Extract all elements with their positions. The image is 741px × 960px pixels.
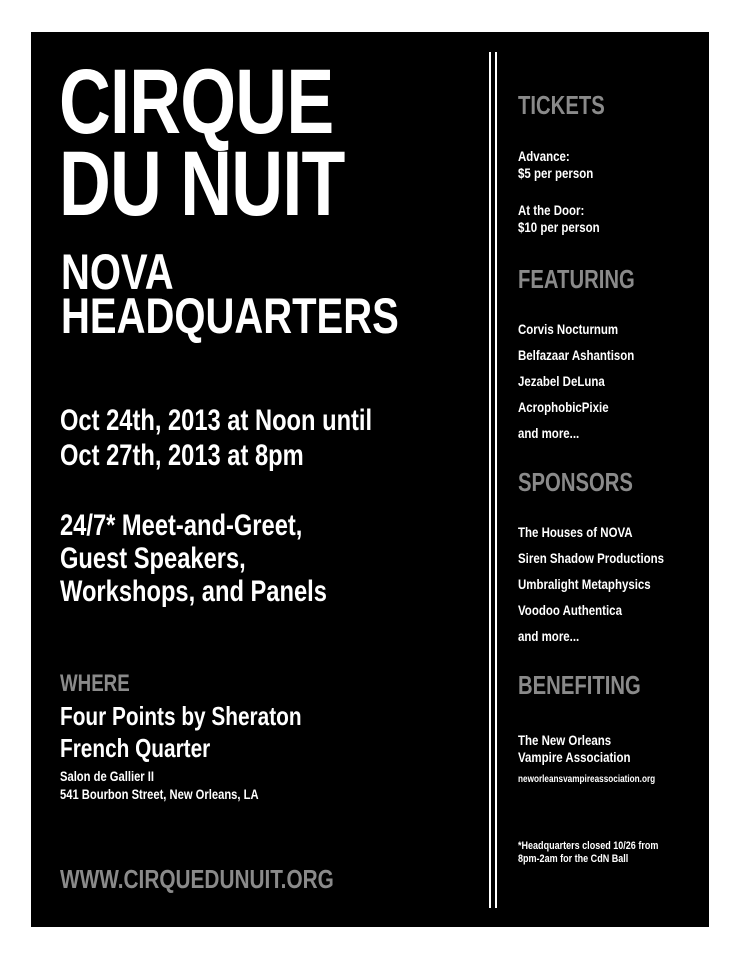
venue-address: 541 Bourbon Street, New Orleans, LA xyxy=(60,786,259,802)
benefiting-org-url: neworleansvampireassociation.org xyxy=(518,774,656,785)
website-url: WWW.CIRQUEDUNUIT.ORG xyxy=(60,864,334,894)
events-line-2: Guest Speakers, xyxy=(60,542,246,575)
benefiting-org-line-1: The New Orleans xyxy=(518,732,612,748)
benefiting-heading: BENEFITING xyxy=(518,670,641,700)
sponsor-item: Siren Shadow Productions xyxy=(518,550,665,566)
event-poster xyxy=(31,32,709,927)
sponsor-item: Voodoo Authentica xyxy=(518,602,622,618)
tickets-door-price: $10 per person xyxy=(518,219,600,235)
sponsor-item: Umbralight Metaphysics xyxy=(518,576,651,592)
dates-line-1: Oct 24th, 2013 at Noon until xyxy=(60,404,373,437)
featuring-item: Corvis Nocturnum xyxy=(518,321,619,337)
tickets-advance-price: $5 per person xyxy=(518,165,594,181)
where-label: WHERE xyxy=(60,670,130,697)
title-line-1: CIRQUE xyxy=(59,51,334,153)
title-line-2: DU NUIT xyxy=(59,133,345,235)
venue-line-2: French Quarter xyxy=(60,733,211,763)
featuring-item: and more... xyxy=(518,425,580,441)
subtitle-line-2: HEADQUARTERS xyxy=(61,288,399,344)
benefiting-org-line-2: Vampire Association xyxy=(518,749,631,765)
venue-line-1: Four Points by Sheraton xyxy=(60,701,302,731)
featuring-heading: FEATURING xyxy=(518,264,635,294)
subtitle-line-1: NOVA xyxy=(61,244,174,300)
sponsors-heading: SPONSORS xyxy=(518,467,633,497)
dates-line-2: Oct 27th, 2013 at 8pm xyxy=(60,439,304,472)
events-line-1: 24/7* Meet-and-Greet, xyxy=(60,509,303,542)
events-line-3: Workshops, and Panels xyxy=(60,575,327,608)
tickets-door-label: At the Door: xyxy=(518,202,585,218)
footnote-line-1: *Headquarters closed 10/26 from xyxy=(518,840,659,852)
featuring-item: AcrophobicPixie xyxy=(518,399,609,415)
footnote-line-2: 8pm-2am for the CdN Ball xyxy=(518,853,629,865)
tickets-advance-label: Advance: xyxy=(518,148,570,164)
sponsor-item: The Houses of NOVA xyxy=(518,524,633,540)
featuring-item: Jezabel DeLuna xyxy=(518,373,605,389)
sponsor-item: and more... xyxy=(518,628,580,644)
venue-room: Salon de Gallier II xyxy=(60,768,154,784)
featuring-item: Belfazaar Ashantison xyxy=(518,347,635,363)
sidebar-info xyxy=(517,32,707,927)
tickets-heading: TICKETS xyxy=(518,90,605,120)
column-divider xyxy=(489,52,497,908)
